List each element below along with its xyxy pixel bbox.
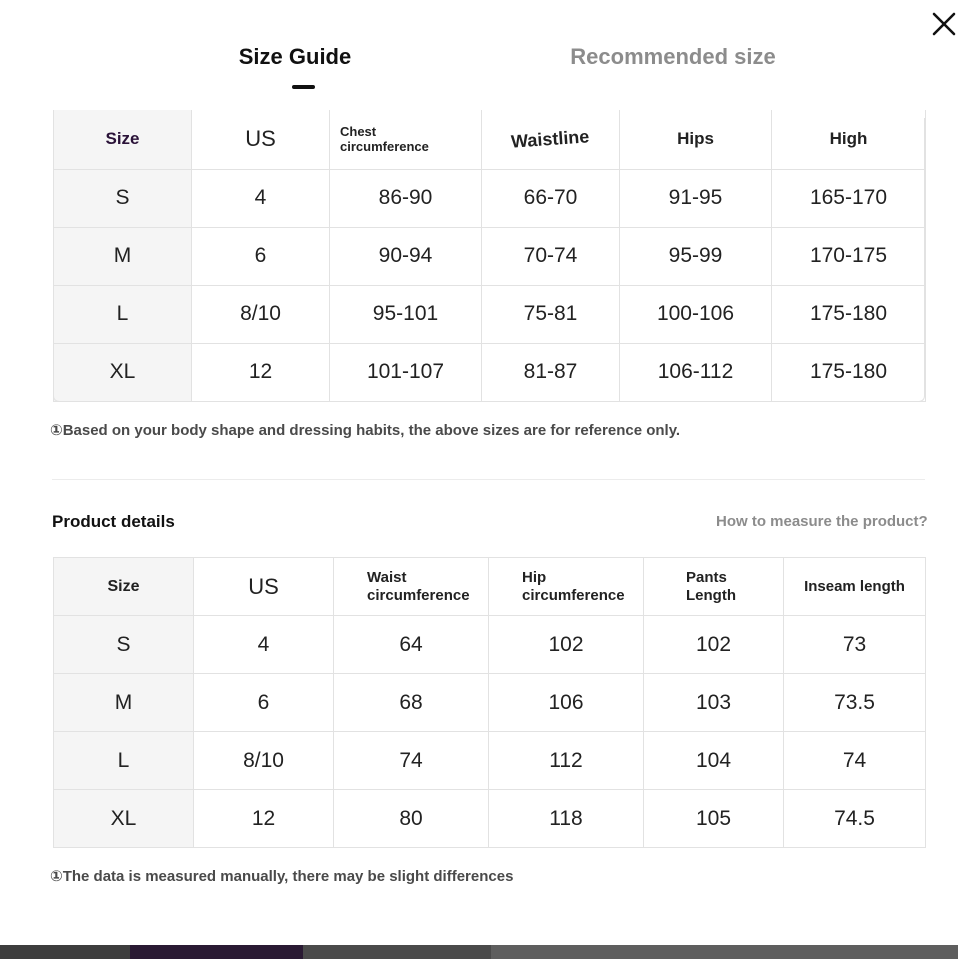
cell-waistline: 70-74 (482, 227, 620, 285)
image-segment (130, 945, 303, 959)
cell-hips: 95-99 (620, 227, 772, 285)
cell-hip: 106 (489, 674, 644, 732)
cell-hip: 118 (489, 790, 644, 848)
how-to-measure-link[interactable]: How to measure the product? (716, 513, 928, 530)
cell-high: 175-180 (772, 343, 926, 401)
cell-us: 6 (194, 674, 334, 732)
table-row (54, 790, 926, 848)
cell-hips: 91-95 (620, 169, 772, 227)
header-us: US (194, 558, 334, 616)
cell-waist: 64 (334, 616, 489, 674)
cell-us: 8/10 (192, 285, 330, 343)
product-image-strip (0, 945, 958, 959)
table-row (54, 732, 926, 790)
cell-chest: 90-94 (330, 227, 482, 285)
cell-hips: 100-106 (620, 285, 772, 343)
size-guide-table (53, 110, 926, 402)
cell-high: 175-180 (772, 285, 926, 343)
header-hip-line1: Hip (522, 568, 547, 586)
header-pants-length (644, 558, 784, 616)
cell-hip: 112 (489, 732, 644, 790)
table-header-row (54, 110, 926, 169)
cell-size: L (54, 732, 194, 790)
header-hip-circumference (489, 558, 644, 616)
cell-inseam: 74.5 (784, 790, 926, 848)
tab-size-guide[interactable]: Size Guide (238, 44, 352, 69)
header-waistline-label: Waistline (510, 126, 591, 152)
header-us: US (192, 110, 330, 169)
header-chest-line2: circumference (340, 139, 429, 155)
cell-waistline: 66-70 (482, 169, 620, 227)
cell-high: 165-170 (772, 169, 926, 227)
cell-chest: 95-101 (330, 285, 482, 343)
close-button[interactable] (928, 8, 958, 40)
cell-us: 12 (194, 790, 334, 848)
header-hip-line2: circumference (522, 586, 625, 604)
cell-high: 170-175 (772, 227, 926, 285)
cell-waistline: 75-81 (482, 285, 620, 343)
tab-recommended-size[interactable]: Recommended size (570, 44, 776, 69)
cell-inseam: 73 (784, 616, 926, 674)
table-row (54, 227, 926, 285)
cell-pants-length: 104 (644, 732, 784, 790)
cell-us: 4 (192, 169, 330, 227)
header-pants-line2: Length (686, 586, 736, 604)
cell-us: 4 (194, 616, 334, 674)
table-row (54, 616, 926, 674)
table-row (54, 674, 926, 732)
cell-us: 12 (192, 343, 330, 401)
product-details-title: Product details (52, 512, 175, 531)
cell-size: S (54, 616, 194, 674)
cell-inseam: 73.5 (784, 674, 926, 732)
cell-pants-length: 105 (644, 790, 784, 848)
header-size: Size (54, 558, 194, 616)
close-icon (928, 8, 958, 40)
section-divider (52, 479, 925, 480)
cell-size: XL (54, 790, 194, 848)
cell-chest: 86-90 (330, 169, 482, 227)
header-waist-line2: circumference (367, 586, 470, 604)
header-pants-line1: Pants (686, 568, 727, 586)
active-tab-indicator (292, 85, 315, 89)
cell-inseam: 74 (784, 732, 926, 790)
image-segment (0, 945, 130, 959)
product-details-table (53, 557, 926, 848)
cell-size: M (54, 674, 194, 732)
table-row (54, 343, 926, 401)
image-segment (491, 945, 958, 959)
header-chest (330, 110, 482, 169)
cell-size: M (54, 227, 192, 285)
cell-hip: 102 (489, 616, 644, 674)
cell-pants-length: 103 (644, 674, 784, 732)
header-inseam-length: Inseam length (784, 558, 926, 616)
header-size: Size (54, 110, 192, 169)
header-hips: Hips (620, 110, 772, 169)
cell-hips: 106-112 (620, 343, 772, 401)
cell-chest: 101-107 (330, 343, 482, 401)
cell-size: S (54, 169, 192, 227)
header-chest-line1: Chest (340, 124, 377, 140)
table-row (54, 285, 926, 343)
tab-bar (0, 44, 958, 94)
header-high: High (772, 110, 926, 169)
header-waist-circumference (334, 558, 489, 616)
cell-us: 8/10 (194, 732, 334, 790)
measurement-note: ①The data is measured manually, there may be slight differences (50, 868, 514, 885)
header-waist-line1: Waist (367, 568, 407, 586)
table-header-row (54, 558, 926, 616)
cell-waistline: 81-87 (482, 343, 620, 401)
cell-pants-length: 102 (644, 616, 784, 674)
cell-size: XL (54, 343, 192, 401)
cell-waist: 68 (334, 674, 489, 732)
table-row (54, 169, 926, 227)
size-reference-note: ①Based on your body shape and dressing habits, the above sizes are for reference only. (50, 422, 681, 439)
cell-us: 6 (192, 227, 330, 285)
header-waistline (482, 110, 620, 169)
cell-size: L (54, 285, 192, 343)
cell-waist: 80 (334, 790, 489, 848)
image-segment (303, 945, 491, 959)
cell-waist: 74 (334, 732, 489, 790)
